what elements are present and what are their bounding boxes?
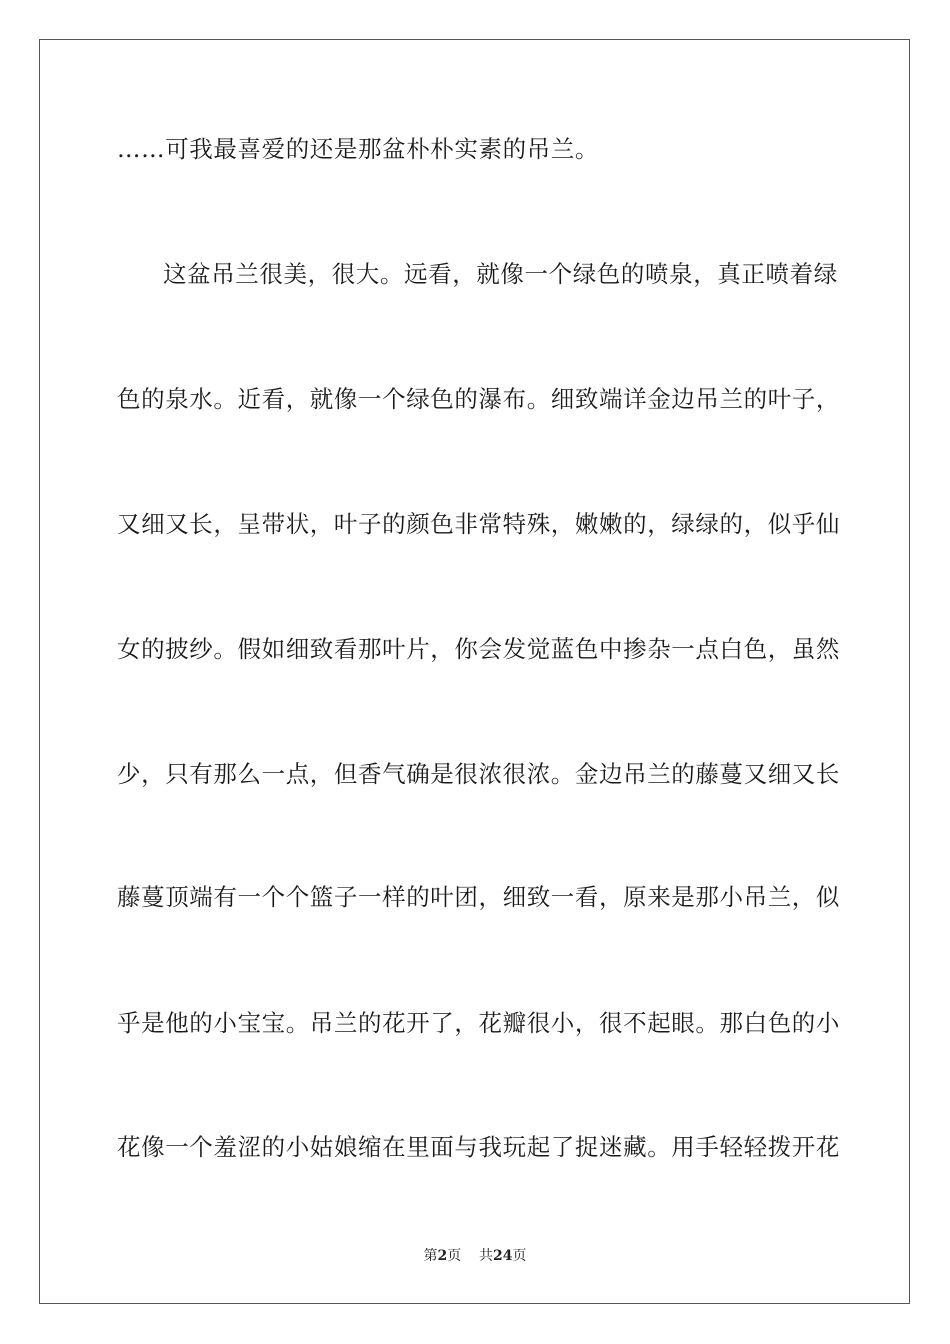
text-line: 女的披纱。假如细致看那叶片，你会发觉蓝色中掺杂一点白色，虽然 — [117, 635, 840, 663]
text-line: 藤蔓顶端有一个个篮子一样的叶团，细致一看，原来是那小吊兰，似 — [117, 883, 840, 911]
page-border — [39, 39, 910, 1304]
text-line: ……可我最喜爱的还是那盆朴朴实素的吊兰。 — [117, 135, 599, 163]
page-footer — [0, 1247, 950, 1265]
total-prefix: 共 — [479, 1248, 494, 1264]
text-line: 乎是他的小宝宝。吊兰的花开了，花瓣很小，很不起眼。那白色的小 — [117, 1009, 840, 1037]
text-line: 这盆吊兰很美，很大。远看，就像一个绿色的喷泉，真正喷着绿 — [163, 260, 838, 288]
text-line: 少，只有那么一点，但香气确是很浓很浓。金边吊兰的藤蔓又细又长 — [117, 760, 840, 788]
text-line: 花像一个羞涩的小姑娘缩在里面与我玩起了捉迷藏。用手轻轻拨开花 — [117, 1133, 840, 1161]
text-line: 又细又长，呈带状，叶子的颜色非常特殊，嫩嫩的，绿绿的，似乎仙 — [117, 510, 840, 538]
page-prefix: 第 — [423, 1248, 438, 1264]
total-suffix: 页 — [512, 1248, 527, 1264]
total-pages: 24 — [493, 1248, 513, 1264]
page-suffix: 页 — [447, 1248, 462, 1264]
page-number: 2 — [437, 1248, 448, 1264]
text-line: 色的泉水。近看，就像一个绿色的瀑布。细致端详金边吊兰的叶子， — [117, 385, 840, 413]
